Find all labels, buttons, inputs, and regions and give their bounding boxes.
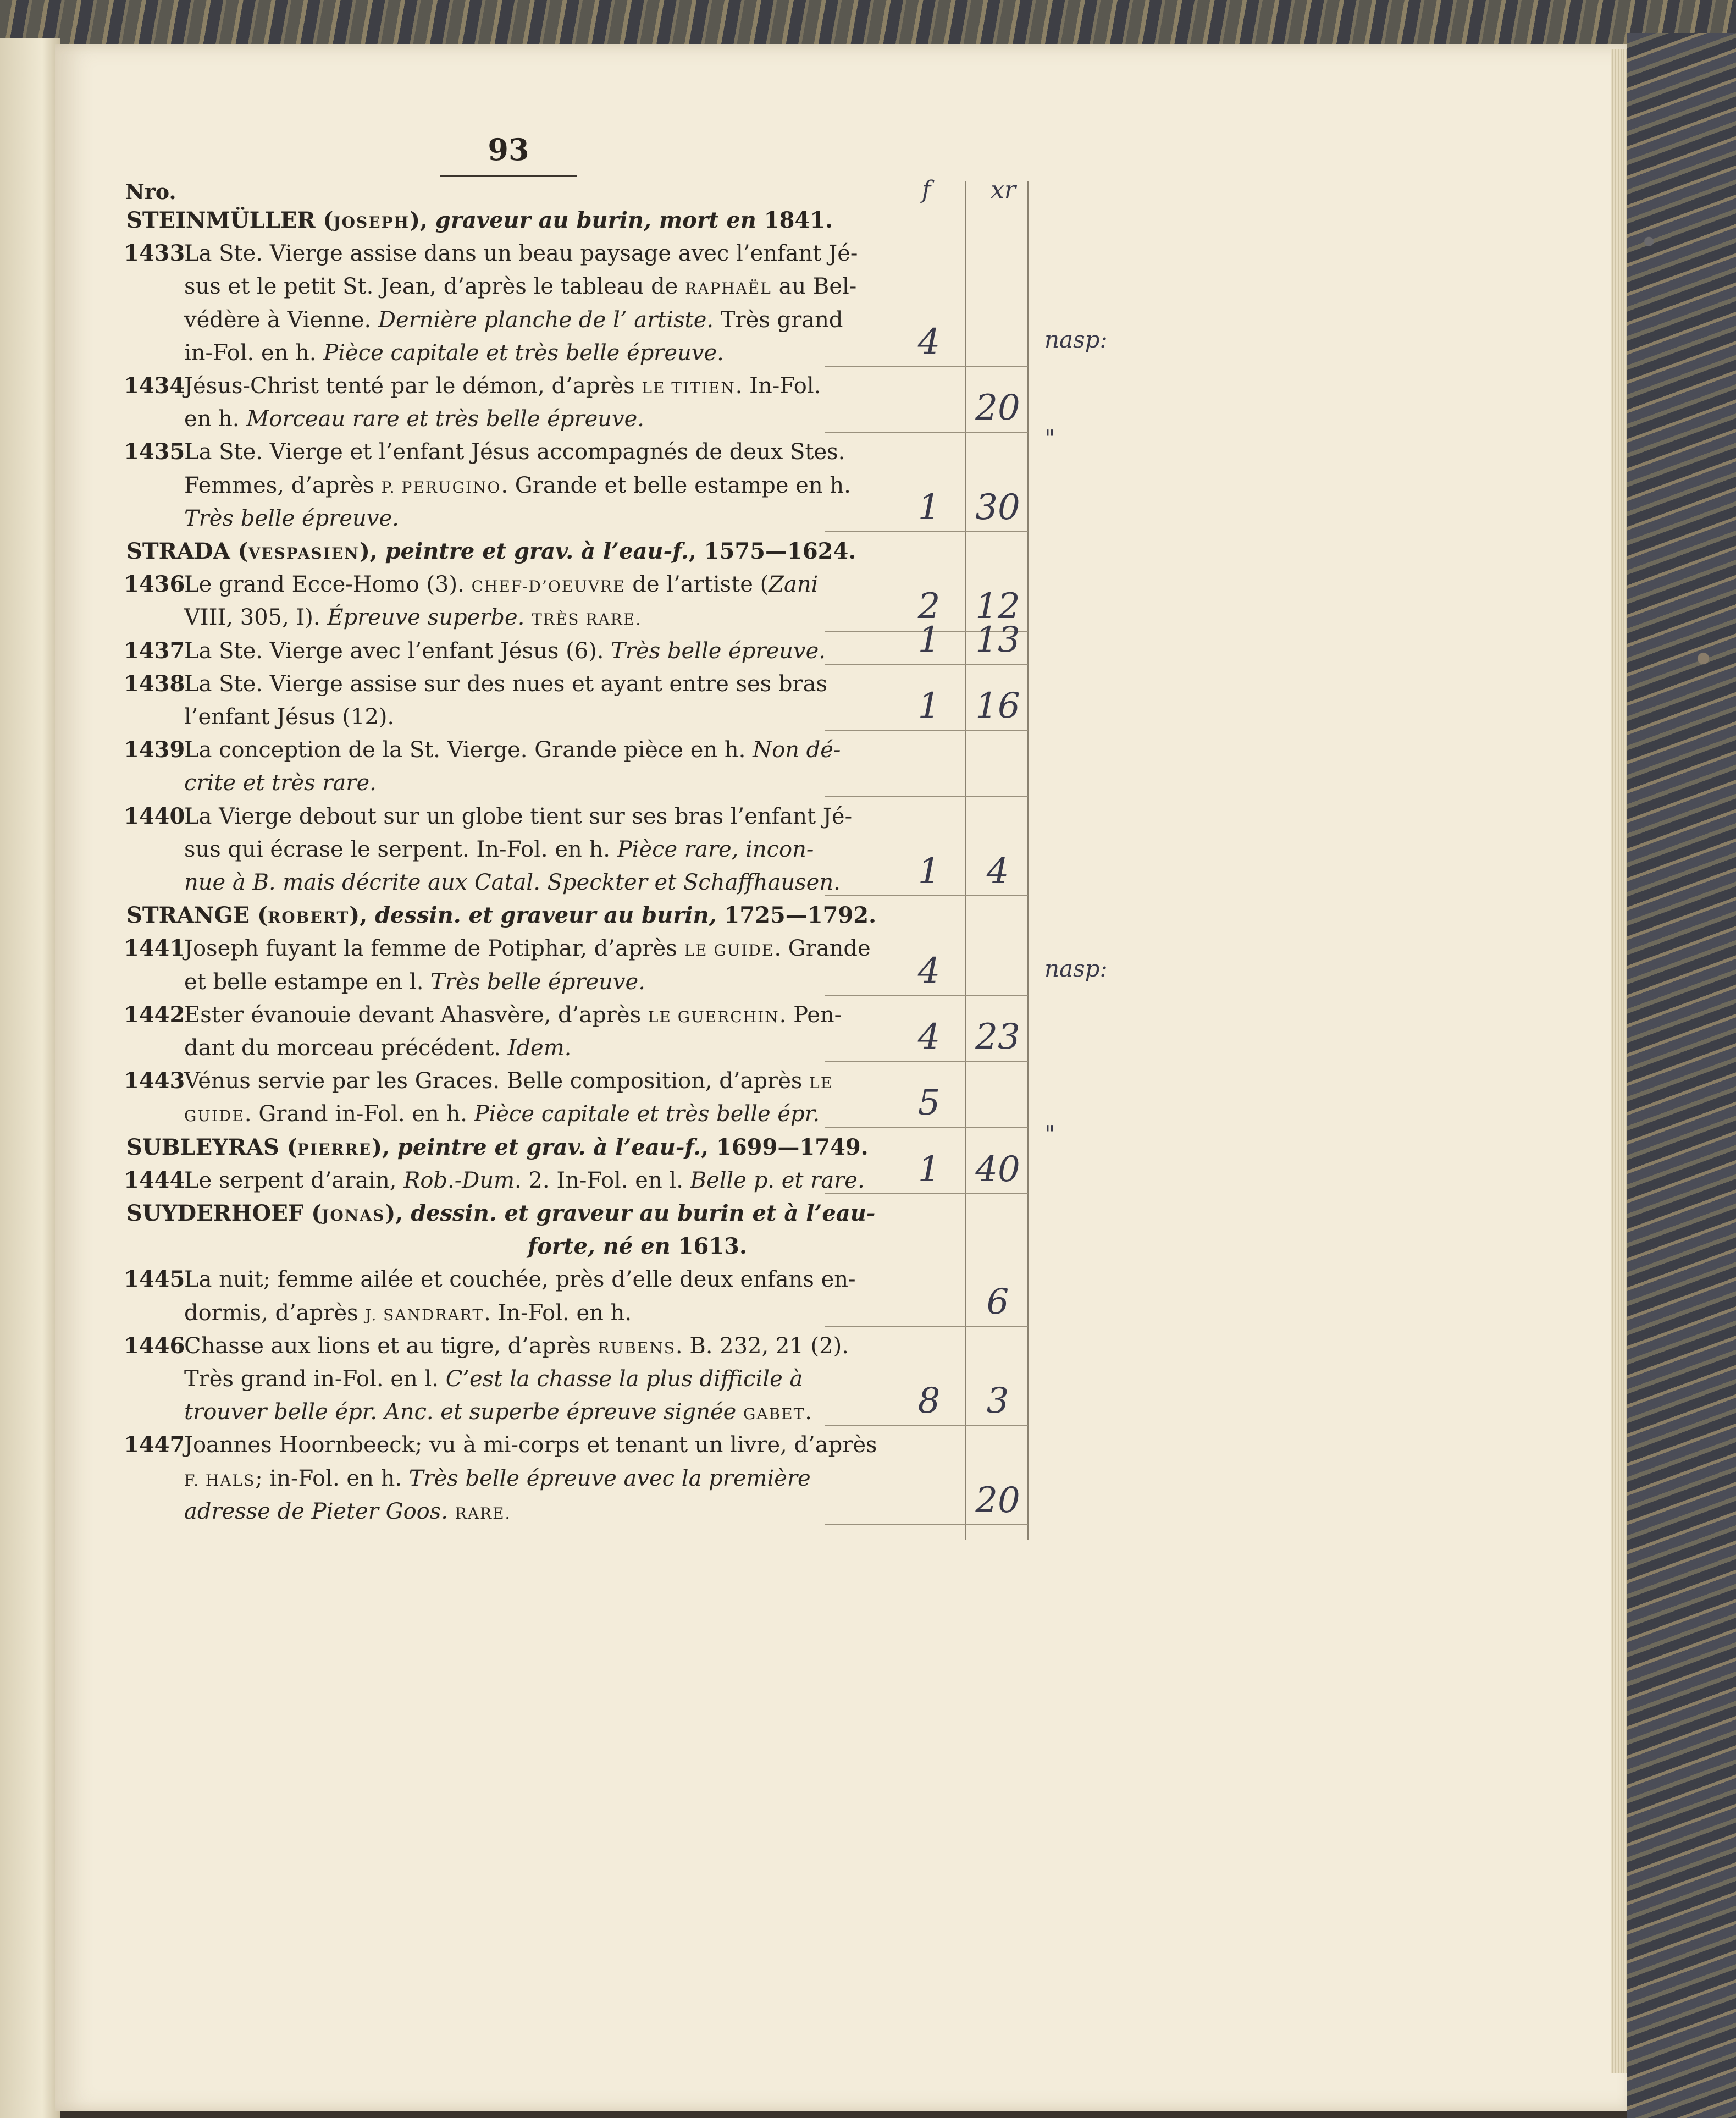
entry-line <box>124 602 888 636</box>
text-run <box>448 1499 455 1524</box>
small-caps-name: P. PERUGINO <box>381 478 501 497</box>
entry-line <box>124 1297 888 1331</box>
price-kreuzer: 20 <box>975 1480 1020 1521</box>
entry-line <box>528 1231 1292 1262</box>
price-florins: 1 <box>917 619 941 660</box>
small-caps-name: RUBENS <box>598 1338 676 1357</box>
text-run: Très grand in-Fol. en l. <box>184 1366 446 1392</box>
entry-line <box>124 1463 888 1497</box>
italic-text: Idem. <box>507 1035 572 1061</box>
text-run: ), <box>359 538 385 564</box>
text-run: Le serpent d’arain, <box>184 1167 404 1193</box>
price-kreuzer: 40 <box>975 1149 1020 1190</box>
entry-line <box>124 1264 888 1295</box>
text-run: 2. In-Fol. en l. <box>521 1167 690 1193</box>
margin-note: nasp: <box>1044 955 1108 982</box>
entry-line <box>124 1396 888 1430</box>
book-cover-top <box>0 0 1736 49</box>
text-run: in-Fol. en h. <box>184 340 324 366</box>
italic-text: peintre et grav. à l’eau-f. <box>397 1134 701 1160</box>
text-run: La conception de la St. Vierge. Grande pièce en h. <box>184 737 753 763</box>
italic-text: Dernière planche de l’ artiste. <box>378 307 714 333</box>
text-run: Joseph fuyant la femme de Potiphar, d’après <box>184 936 684 962</box>
entry-rule <box>825 895 1028 896</box>
entry-line <box>124 337 888 369</box>
text-run: ), <box>349 902 375 929</box>
page-number-rule <box>440 175 577 177</box>
price-kreuzer: 12 <box>975 586 1020 627</box>
italic-text: Pièce capitale et très belle épr. <box>474 1101 820 1127</box>
italic-text: Pièce capitale et très belle épreuve. <box>323 340 724 366</box>
text-run: STRADA ( <box>126 538 248 564</box>
small-caps-name: GABET <box>743 1405 805 1424</box>
entry-rule <box>825 1425 1028 1426</box>
text-run <box>524 605 532 630</box>
text-run: en h. <box>184 406 247 432</box>
price-florins: 1 <box>917 487 941 528</box>
small-caps-name: CHEF-D’OEUVRE <box>471 577 626 596</box>
lot-number: 1442 <box>124 1001 185 1028</box>
entry-line <box>124 734 888 766</box>
artist-heading <box>126 205 891 239</box>
entry-rule <box>825 1326 1028 1327</box>
entry-line <box>124 1098 888 1132</box>
text-run: dant du morceau précédent. <box>184 1035 508 1061</box>
italic-text: Pièce rare, incon- <box>617 836 814 862</box>
column-header-xr: xr <box>991 176 1016 204</box>
text-run: STRANGE ( <box>126 902 268 929</box>
text-run: , 1699—1749. <box>701 1134 869 1160</box>
text-run: La nuit; femme ailée et couchée, près d’elle deux enfans en- <box>184 1267 856 1293</box>
entry-line <box>124 503 888 534</box>
italic-text: Non dé- <box>753 737 841 763</box>
small-caps-name: ROBERT <box>268 908 350 927</box>
entry-line <box>124 1429 888 1461</box>
small-caps-name: RARE. <box>455 1504 511 1523</box>
small-caps-name: LE <box>809 1074 833 1093</box>
price-florins: 4 <box>917 321 941 362</box>
small-caps-name: F. HALS <box>184 1471 256 1490</box>
italic-text: Très belle épreuve. <box>611 638 826 664</box>
entry-line <box>124 635 888 667</box>
text-run: La Ste. Vierge assise dans un beau paysage avec l’enfant Jé- <box>184 241 858 267</box>
small-caps-name: J. SANDRART <box>365 1305 484 1324</box>
text-run: . Grande <box>774 936 871 962</box>
previous-page-edge <box>0 38 60 2118</box>
italic-text: Rob.-Dum. <box>403 1167 522 1193</box>
entry-line <box>124 668 888 700</box>
price-kreuzer: 20 <box>975 388 1020 429</box>
entry-rule <box>825 1193 1028 1194</box>
text-run: ), <box>385 1200 411 1226</box>
price-florins: 2 <box>917 586 941 627</box>
entry-line <box>124 304 888 336</box>
price-kreuzer: 23 <box>975 1017 1020 1057</box>
entry-line <box>124 370 888 404</box>
entry-rule <box>825 366 1028 367</box>
entry-line <box>124 801 888 832</box>
text-run: l’enfant Jésus (12). <box>184 704 395 730</box>
entry-line <box>124 1065 888 1099</box>
entry-rule <box>825 730 1028 731</box>
price-kreuzer: 4 <box>986 851 1009 892</box>
entry-line <box>124 966 888 998</box>
text-run: dormis, d’après <box>184 1300 366 1326</box>
lot-number: 1440 <box>124 803 185 829</box>
small-caps-name: LE TITIEN <box>642 379 736 397</box>
text-run: . In-Fol. en h. <box>484 1300 632 1326</box>
entry-line <box>124 569 888 603</box>
price-kreuzer: 3 <box>986 1381 1009 1422</box>
lot-number: 1435 <box>124 439 185 465</box>
margin-note: " <box>1044 425 1055 453</box>
entry-line <box>124 999 888 1033</box>
entry-line <box>124 1496 888 1530</box>
lot-number: 1438 <box>124 670 185 697</box>
entry-line <box>124 238 888 269</box>
price-florins: 4 <box>917 950 941 991</box>
lot-number: 1436 <box>124 571 185 598</box>
text-run: Chasse aux lions et au tigre, d’après <box>184 1333 598 1359</box>
italic-text: Morceau rare et très belle épreuve. <box>246 406 645 432</box>
entry-line <box>124 1363 888 1395</box>
price-florins: 1 <box>917 1149 941 1190</box>
small-caps-name: LE GUERCHIN <box>648 1007 779 1026</box>
price-kreuzer: 6 <box>986 1281 1009 1322</box>
lot-number: 1441 <box>124 935 185 962</box>
artist-heading <box>126 1132 891 1166</box>
artist-heading <box>126 1198 891 1232</box>
price-florins: 1 <box>917 686 941 726</box>
italic-text: forte, né en <box>528 1233 678 1260</box>
entry-line <box>124 470 888 504</box>
price-florins: 8 <box>917 1381 941 1422</box>
entry-line <box>124 1330 888 1364</box>
text-run: La Ste. Vierge avec l’enfant Jésus (6). <box>184 638 611 664</box>
text-run: Le grand Ecce-Homo (3). <box>184 572 472 598</box>
entry-rule <box>825 1524 1028 1525</box>
lot-number: 1439 <box>124 737 185 763</box>
italic-text: Très belle épreuve avec la première <box>408 1465 811 1491</box>
entry-rule <box>825 664 1028 665</box>
text-run: SUBLEYRAS ( <box>126 1134 297 1160</box>
small-caps-name: GUIDE <box>184 1107 245 1126</box>
italic-text: Très belle épreuve. <box>430 969 645 995</box>
text-run: Femmes, d’après <box>184 472 382 498</box>
text-run: ; in-Fol. en h. <box>255 1465 409 1491</box>
margin-note: " <box>1044 1120 1055 1148</box>
small-caps-name: JONAS <box>322 1206 385 1225</box>
nro-label: Nro. <box>125 179 176 204</box>
text-run: La Vierge debout sur un globe tient sur ses bras l’enfant Jé- <box>184 803 853 829</box>
entry-rule <box>825 796 1028 797</box>
price-florins: 1 <box>917 851 941 892</box>
entry-line <box>124 271 888 305</box>
artist-heading <box>126 536 891 570</box>
text-run: et belle estampe en l. <box>184 969 431 995</box>
lot-number: 1445 <box>124 1266 185 1293</box>
italic-text: dessin. et graveur au burin, <box>375 902 717 929</box>
text-run: VIII, 305, I). <box>184 605 328 631</box>
lot-number: 1434 <box>124 373 185 399</box>
text-run: . Pen- <box>779 1002 842 1028</box>
text-run: sus qui écrase le serpent. In-Fol. en h. <box>184 836 617 862</box>
italic-text: Très belle épreuve. <box>184 505 399 531</box>
italic-text: C’est la chasse la plus difficile à <box>445 1366 803 1392</box>
italic-text: Belle p. et rare. <box>690 1167 865 1193</box>
entry-rule <box>825 531 1028 532</box>
text-run: ), <box>410 207 435 233</box>
price-florins: 5 <box>917 1083 941 1124</box>
text-run: sus et le petit St. Jean, d’après le tableau de <box>184 274 685 300</box>
text-run: . Grande et belle estampe en h. <box>501 472 851 498</box>
text-run: ), <box>372 1134 397 1160</box>
text-run: SUYDERHOEF ( <box>126 1200 322 1226</box>
price-florins: 4 <box>917 1017 941 1057</box>
entry-line <box>124 867 888 898</box>
italic-text: dessin. et graveur au burin et à l’eau- <box>411 1200 876 1226</box>
text-run: Joannes Hoornbeeck; vu à mi-corps et tenant un livre, d’après <box>184 1432 877 1458</box>
book-cover-marbled <box>1627 33 1736 2118</box>
text-run: au Bel- <box>771 274 857 300</box>
text-run: , 1575—1624. <box>688 538 856 564</box>
text-run: Vénus servie par les Graces. Belle composition, d’après <box>184 1068 810 1094</box>
italic-text: peintre et grav. à l’eau-f. <box>385 538 689 564</box>
small-caps-name: VESPASIEN <box>248 544 360 562</box>
column-header-f: f <box>921 176 931 204</box>
italic-text: Épreuve superbe. <box>327 605 525 631</box>
entry-line <box>124 403 888 435</box>
entry-line <box>124 767 888 799</box>
lot-number: 1443 <box>124 1068 185 1094</box>
entry-line <box>124 701 888 733</box>
text-run: 1841. <box>764 207 833 233</box>
text-run: STEINMÜLLER ( <box>126 207 334 233</box>
text-run: Ester évanouie devant Ahasvère, d’après <box>184 1002 648 1028</box>
text-run: La Ste. Vierge assise sur des nues et ayant entre ses bras <box>184 671 828 697</box>
text-run: de l’artiste ( <box>625 572 769 598</box>
lot-number: 1437 <box>124 637 185 664</box>
text-run: Très grand <box>714 307 843 333</box>
price-kreuzer: 16 <box>975 686 1020 726</box>
lot-number: 1444 <box>124 1167 185 1193</box>
text-run: védère à Vienne. <box>184 307 378 333</box>
entry-line <box>124 933 888 967</box>
price-kreuzer: 13 <box>975 619 1020 660</box>
italic-text: adresse de Pieter Goos. <box>184 1498 448 1524</box>
italic-text: Zani <box>769 572 819 598</box>
text-run: . B. 232, 21 (2). <box>675 1333 849 1359</box>
small-caps-name: TRÈS RARE. <box>532 610 642 629</box>
small-caps-name: PIERRE <box>297 1140 372 1159</box>
small-caps-name: RAPHAËL <box>685 279 772 298</box>
entry-line <box>124 436 888 468</box>
lot-number: 1447 <box>124 1432 185 1458</box>
margin-note: nasp: <box>1044 326 1108 353</box>
text-run: La Ste. Vierge et l’enfant Jésus accompagnés de deux Stes. <box>184 439 845 465</box>
text-run: 1725—1792. <box>716 902 877 929</box>
text-run: . <box>805 1399 812 1425</box>
text-run: . In-Fol. <box>735 373 821 399</box>
small-caps-name: LE GUIDE <box>684 941 775 960</box>
entry-rule <box>825 995 1028 996</box>
artist-heading <box>126 900 891 934</box>
entry-rule <box>825 1061 1028 1062</box>
entry-line <box>124 1165 888 1196</box>
small-caps-name: JOSEPH <box>333 213 410 231</box>
italic-text: trouver belle épr. Anc. et superbe épreuve signée <box>184 1399 744 1425</box>
price-kreuzer: 30 <box>975 487 1020 528</box>
entry-line <box>124 834 888 865</box>
entry-line <box>124 1032 888 1064</box>
text-run: Jésus-Christ tenté par le démon, d’après <box>184 373 642 399</box>
italic-text: crite et très rare. <box>184 770 377 796</box>
text-run: 1613. <box>678 1233 747 1260</box>
entry-rule <box>825 432 1028 433</box>
page-number: 93 <box>488 132 529 167</box>
entry-rule <box>825 1127 1028 1128</box>
italic-text: nue à B. mais décrite aux Catal. Speckter et Schaffhausen. <box>184 870 841 895</box>
column-divider <box>965 181 966 1540</box>
lot-number: 1433 <box>124 240 185 267</box>
text-run: . Grand in-Fol. en h. <box>244 1101 474 1127</box>
lot-number: 1446 <box>124 1332 185 1359</box>
italic-text: graveur au burin, mort en <box>435 207 764 233</box>
